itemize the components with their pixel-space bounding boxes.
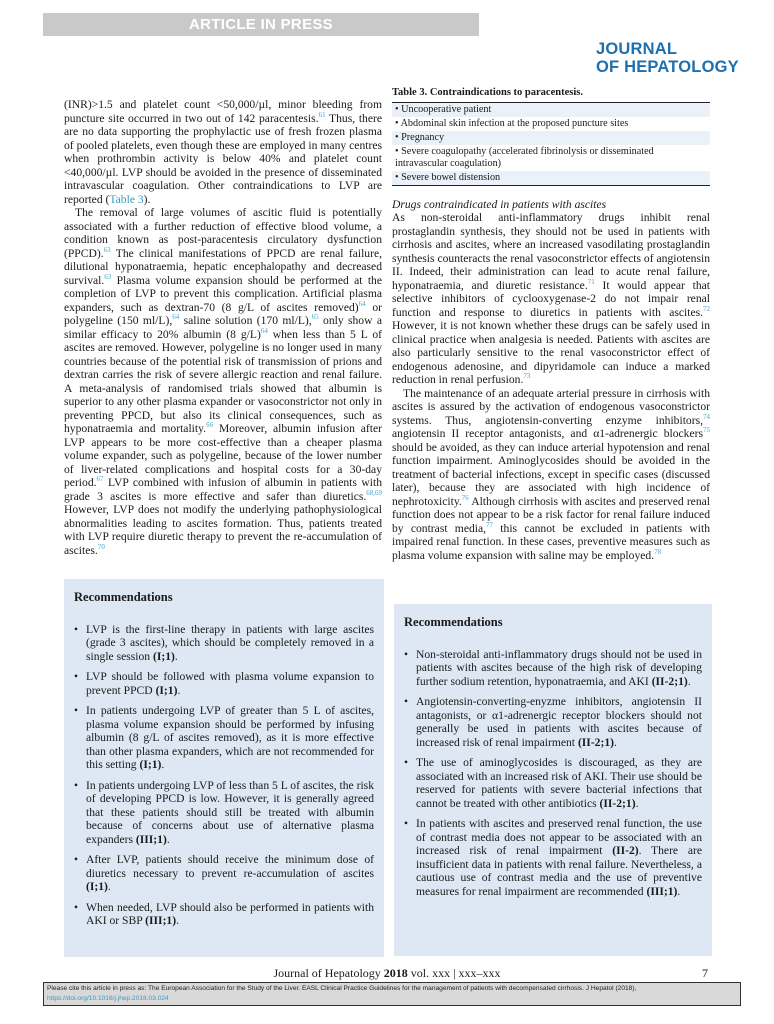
evidence-grade: (III;1): [135, 832, 167, 846]
evidence-grade: (I;1): [153, 649, 175, 663]
text-run: (INR)>1.5 and platelet count <50,000/µl, minor bleeding from puncture site occurred in two out of 142 paracentesis.: [64, 98, 382, 125]
recommendation-text: .: [677, 884, 681, 898]
reference-citation[interactable]: 67: [96, 475, 104, 483]
paragraph: [64, 98, 382, 206]
evidence-grade: (I;1): [155, 683, 178, 697]
evidence-grade: (III;1): [646, 884, 678, 898]
recommendation-text: .: [107, 880, 111, 893]
left-column: [64, 98, 382, 557]
reference-citation[interactable]: 75: [703, 426, 710, 434]
evidence-grade: (I;1): [86, 880, 108, 893]
evidence-grade: (II-2;1): [577, 735, 614, 749]
reference-citation[interactable]: 73: [523, 372, 531, 380]
text-run: However, it is not known whether these drugs can be safely used in clinical practice when analgesia is needed. Patients with ascites are also particularly sensitive to the renal vasoconstrictor effect of endogenous adenosine, and dipyridamole can induce a marked reduction in renal perfusion.: [392, 319, 710, 386]
article-in-press-banner: ARTICLE IN PRESS: [43, 13, 479, 36]
text-run: Plasma volume expansion should be performed at the completion of LVP to prevent this complication. Artificial plasma expanders, such as dextran-70 (8 g/L of ascites removed): [64, 273, 382, 314]
recommendations-list: [404, 648, 702, 899]
recommendation-item: [86, 779, 374, 847]
recommendation-text: .: [174, 649, 178, 663]
recommendation-item: [86, 623, 374, 664]
text-run: only show a similar efficacy to 20% albumin (8 g/L): [64, 314, 382, 341]
recommendation-text: Angiotensin-converting-enyzme inhibitors, angiotensin II antagonists, or α1-adrenergic receptor blockers should not generally be used in patients with ascites because of increased risk of renal impairment: [416, 695, 702, 749]
recommendation-text: In patients undergoing LVP of greater than 5 L of ascites, plasma volume expansion should be performed by infusing albumin (8 g/L of ascites removed), as it is more effective than other plasma expanders, which are not recommended for this setting: [86, 704, 374, 771]
recommendation-text: .: [177, 683, 181, 697]
journal-logo-line2: OF HEPATOLOGY: [596, 58, 739, 76]
reference-citation[interactable]: 72: [703, 304, 710, 313]
reference-citation[interactable]: 78: [654, 547, 662, 556]
recommendations-box-left: [64, 579, 384, 957]
recommendation-text: In patients undergoing LVP of less than 5 L of ascites, the risk of developing PPCD is low. However, it is generally agreed that these patients should still be treated with albumin because of concerns about use of alternative plasma expanders: [86, 778, 374, 846]
evidence-grade: (II-2): [612, 844, 639, 857]
recommendation-item: [86, 853, 374, 894]
recommendation-item: [416, 817, 702, 898]
recommendation-text: .: [176, 914, 179, 927]
recommendations-list: [74, 623, 374, 928]
paragraph: [392, 387, 710, 563]
doi-link[interactable]: https://doi.org/10.1016/j.jhep.2018.03.024: [47, 994, 169, 1002]
table-title: Table 3. Contraindications to paracentesis.: [392, 86, 710, 103]
recommendation-text: .: [161, 758, 165, 771]
text-run: saline solution (170 ml/L),: [179, 314, 312, 327]
table-link[interactable]: Table 3: [109, 192, 144, 206]
recommendation-text: .: [166, 832, 170, 846]
text-run: As non-steroidal anti-inflammatory drugs inhibit renal prostaglandin synthesis, they should not be used in patients with cirrhosis and ascites, where an increased vasodilating prostaglandin synthesis counteracts the renal vasoconstrictor effects of angiotensin II. Indeed, their administration can lead to acute renal failure, hyponatraemia, and diuretic resistance.: [392, 211, 710, 292]
text-run: Thus, there are no data supporting the prophylactic use of fresh frozen plasma of pooled platelets, even though these are employed in many centres when prothrombin activity is below 40% and platelet count <40,000/µl. LVP should be avoided in the presence of disseminated intravascular coagulation. Other contraindications to LVP are reported (: [64, 111, 382, 206]
right-column: [392, 86, 710, 562]
citation-text: Please cite this article in press as: The European Association for the Study of the Liver. EASL Clinical Practice Guidelines for the management of patients with decompensated cirrhosis. J Hepatol (2018),: [47, 985, 637, 992]
recommendation-item: [416, 648, 702, 689]
paragraph: [64, 206, 382, 557]
reference-citation[interactable]: 74: [703, 412, 710, 421]
evidence-grade: (III;1): [145, 914, 177, 927]
text-run: The removal of large volumes of ascitic fluid is potentially associated with a further reduction of effective blood volume, a condition known as post-paracentesis circulatory dysfunction (PPCD).: [64, 206, 382, 260]
text-run: when less than 5 L of ascites are removed. However, polygeline is no longer used in many countries because of the potential risk of transmission of prions and dextran carries the risk of severe allergic reaction and renal failure. A meta-analysis of randomised trials showed that albumin is superior to any other plasma expander or vasoconstrictor not only in preventing PPCD, but also its clinical consequences, such as hyponatraemia and mortality.: [64, 327, 382, 435]
recommendation-item: [86, 704, 374, 772]
text-run: LVP combined with infusion of albumin in patients with grade 3 ascites is more effective and safer than diuretics.: [64, 476, 382, 503]
page-number: 7: [702, 966, 708, 980]
recommendation-text: LVP should be followed with plasma volume expansion to prevent PPCD: [86, 670, 374, 697]
reference-citation[interactable]: 71: [587, 277, 595, 286]
table-row: [392, 131, 710, 145]
text-run: Moreover, albumin infusion after LVP appears to be more cost-effective than a cheaper plasma volume expander, such as polygeline, because of the lower number of liver-related complications and hospital costs for a 30-day period.: [64, 422, 382, 489]
reference-citation[interactable]: 65: [311, 313, 319, 321]
recommendation-item: [86, 901, 374, 928]
text-run: However, LVP does not modify the underlying pathophysiological abnormalities leading to ascites formation. Thus, patients treated with LVP require diuretic therapy to prevent the re-accumulation of ascites.: [64, 503, 382, 557]
reference-citation[interactable]: 61: [318, 110, 326, 119]
text-run: should be avoided, as they can induce arterial hypotension and renal function impairment. Aminoglycosides should be avoided in the treatment of bacterial infections, except in specific cases (discussed later), because they are associated with high incidence of nephrotoxicity.: [392, 440, 710, 508]
table-row: [392, 171, 710, 186]
table-row: [392, 103, 710, 117]
bullet-icon: •: [395, 117, 401, 129]
reference-citation[interactable]: 77: [486, 520, 494, 529]
recommendation-text: After LVP, patients should receive the minimum dose of diuretics necessary to prevent re-accumulation of ascites: [86, 853, 374, 880]
reference-citation[interactable]: 76: [461, 493, 469, 502]
recommendation-text: LVP is the first-line therapy in patients with large ascites (grade 3 ascites), which should be completely removed in a single session: [86, 622, 374, 663]
footer-journal: Journal of Hepatology: [273, 966, 384, 980]
recommendation-text: . There are insufficient data in patients with renal failure. Nevertheless, a cautious use of contrast media and the use of preventive measures for renal impairment are recommended: [416, 844, 702, 898]
table-cell: Abdominal skin infection at the proposed puncture sites: [400, 117, 629, 129]
recommendation-text: When needed, LVP should also be performed in patients with AKI or SBP: [86, 900, 374, 927]
text-run: angiotensin II receptor antagonists, and α1-adrenergic blockers: [392, 427, 703, 440]
running-footer: [0, 966, 774, 981]
recommendation-item: [416, 695, 702, 749]
recommendations-title: Recommendations: [74, 590, 173, 604]
bullet-icon: •: [395, 103, 402, 115]
reference-citation[interactable]: 64: [172, 313, 180, 321]
table-cell: Severe bowel distension: [401, 171, 501, 183]
recommendation-item: [416, 756, 702, 810]
recommendation-item: [86, 670, 374, 697]
table-3: [392, 86, 710, 186]
reference-citation[interactable]: 66: [206, 421, 214, 429]
bullet-icon: •: [395, 131, 402, 143]
evidence-grade: (I;1): [139, 758, 162, 771]
reference-citation[interactable]: 63: [103, 245, 111, 254]
table-cell: Severe coagulopathy (accelerated fibrinolysis or disseminated intravascular coagulation): [395, 145, 654, 169]
recommendation-text: .: [635, 796, 639, 810]
text-run: Although cirrhosis with ascites and preserved renal function does not appear to be a risk factor for renal failure induced by contrast media,: [392, 494, 710, 535]
reference-citation[interactable]: 70: [97, 542, 105, 551]
reference-citation[interactable]: 64: [260, 326, 268, 335]
recommendations-box-right: [394, 604, 712, 956]
footer-volume: vol. xxx | xxx–xxx: [407, 966, 501, 980]
reference-citation[interactable]: 63: [104, 272, 112, 281]
journal-logo-line1: JOURNAL: [596, 40, 678, 58]
recommendation-text: In patients with ascites and preserved renal function, the use of contrast media does not appear to be associated with an increased risk of renal impairment: [416, 817, 702, 857]
text-run: this cannot be excluded in patients with impaired renal function. In these cases, preventive measures such as plasma volume expansion with saline may be employed.: [392, 521, 710, 562]
table-row: [392, 145, 710, 171]
footer-year: 2018: [383, 966, 408, 980]
table-row: [392, 117, 710, 131]
paragraph: [392, 211, 710, 387]
table-body: [392, 103, 710, 186]
reference-citation[interactable]: 68,69: [366, 488, 382, 497]
evidence-grade: (II-2;1): [651, 674, 688, 688]
text-run: The clinical manifestations of PPCD are renal failure, dilutional hyponatraemia, hepatic encephalopathy and decreased survival.: [64, 246, 382, 287]
reference-citation[interactable]: 64: [358, 299, 366, 308]
section-heading: Drugs contraindicated in patients with ascites: [392, 197, 607, 211]
text-run: The maintenance of an adequate arterial pressure in cirrhosis with ascites is assured by the activation of endogenous vasoconstrictor systems. Thus, angiotensin-converting enzyme inhibitors,: [392, 386, 710, 427]
text-run: or polygeline (150 ml/L),: [64, 300, 382, 327]
recommendation-text: .: [687, 674, 691, 688]
bullet-icon: •: [395, 171, 402, 183]
journal-logo: [596, 40, 739, 76]
table-cell: Pregnancy: [401, 131, 445, 143]
recommendation-text: The use of aminoglycosides is discouraged, as they are associated with an increased risk of AKI. Their use should be reserved for patients with severe bacterial infections that cannot be treated with other antibiotics: [416, 756, 702, 810]
bullet-icon: •: [395, 145, 402, 157]
table-cell: Uncooperative patient: [401, 103, 492, 115]
text-run: It would appear that selective inhibitors of cyclooxygenase-2 do not impair renal function and response to diuretics in patients with ascites.: [392, 278, 710, 319]
evidence-grade: (II-2;1): [599, 796, 636, 810]
recommendation-text: .: [614, 735, 617, 749]
text-run: ).: [143, 192, 151, 206]
recommendations-title: Recommendations: [404, 615, 503, 629]
citation-box: [43, 982, 741, 1006]
recommendation-text: Non-steroidal anti-inflammatory drugs should not be used in patients with ascites because of the high risk of developing further sodium retention, hyponatraemia, and AKI: [416, 647, 702, 688]
